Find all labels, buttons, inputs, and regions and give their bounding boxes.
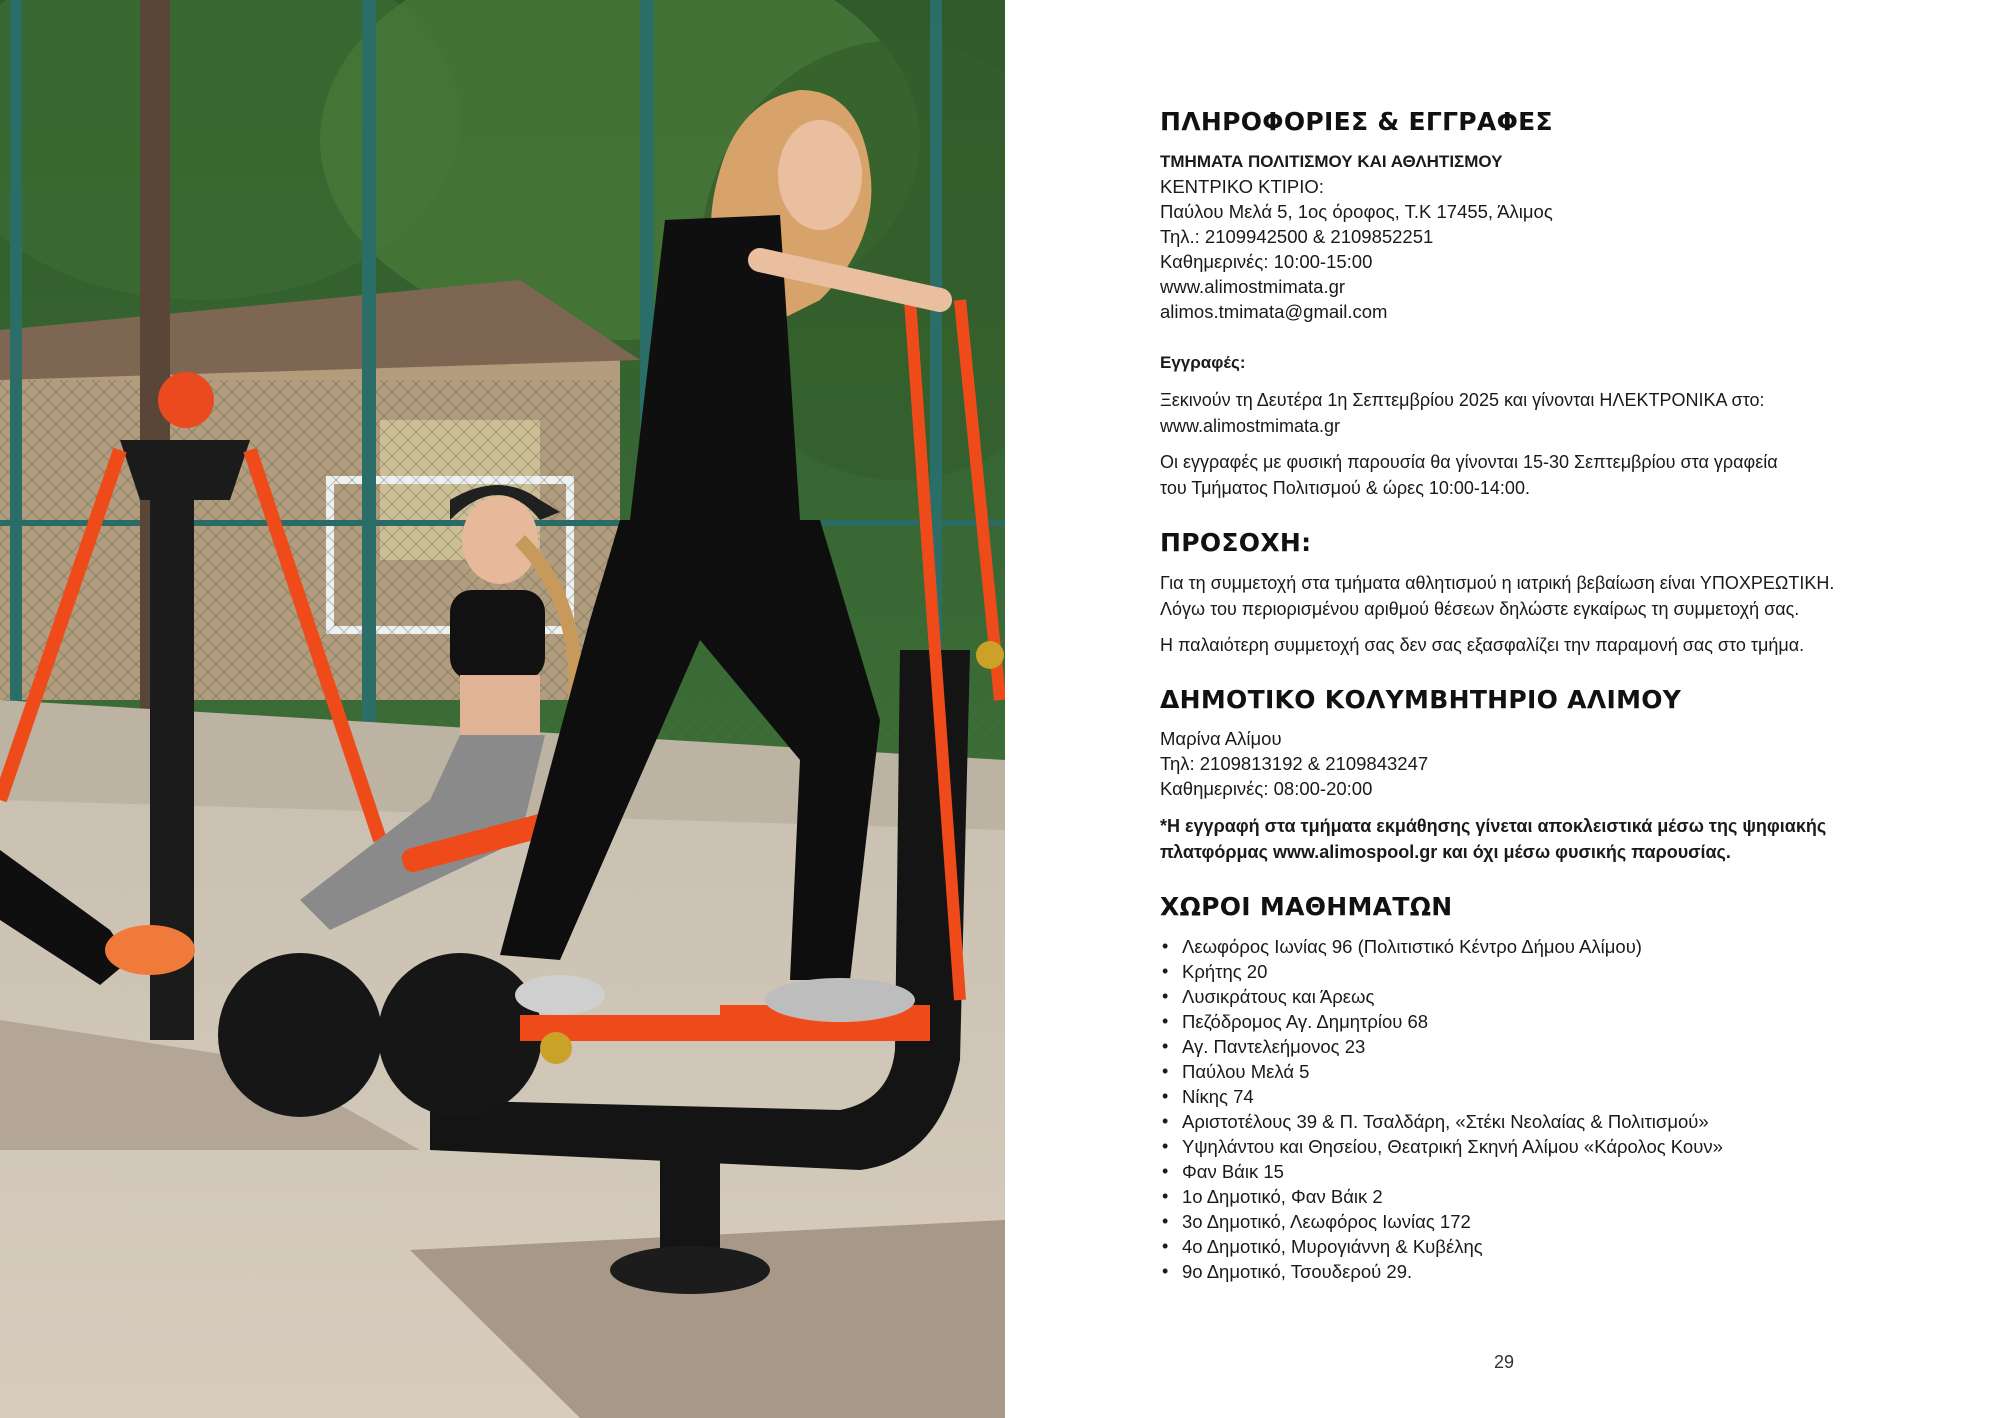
department-name: ΤΜΗΜΑΤΑ ΠΟΛΙΤΙΣΜΟΥ ΚΑΙ ΑΘΛΗΤΙΣΜΟΥ <box>1160 151 1503 171</box>
list-item: • Φαν Βάικ 15 <box>1160 1159 1960 1184</box>
attention-line1: Για τη συμμετοχή στα τμήματα αθλητισμού η ιατρική βεβαίωση είναι ΥΠΟΧΡΕΩΤΙΚΗ. <box>1160 572 1835 593</box>
page-number: 29 <box>1494 1352 1515 1372</box>
list-item: • 1ο Δημοτικό, Φαν Βάικ 2 <box>1160 1184 1960 1209</box>
pool-hours: Καθημερινές: 08:00-20:00 <box>1160 778 1373 800</box>
info-page <box>1160 108 1960 1284</box>
registrations-online-line1: Ξεκινούν τη Δευτέρα 1η Σεπτεμβρίου 2025 και γίνονται ΗΛΕΚΤΡΟΝΙΚΑ στο: <box>1160 389 1765 410</box>
registrations-online-link[interactable]: www.alimostmimata.gr <box>1160 415 1341 436</box>
venues-list <box>1160 934 1960 1284</box>
pool-phone: Τηλ: 2109813192 & 2109843247 <box>1160 753 1429 775</box>
email-link[interactable]: alimos.tmimata@gmail.com <box>1160 300 1388 322</box>
list-item: • Κρήτης 20 <box>1160 959 1960 984</box>
list-item: • Λεωφόρος Ιωνίας 96 (Πολιτιστικό Κέντρο Δήμου Αλίμου) <box>1160 934 1960 959</box>
pool-note-line1: *Η εγγραφή στα τμήματα εκμάθησης γίνεται αποκλειστικά μέσω της ψηφιακής <box>1160 816 1827 837</box>
venues-section <box>1160 893 1960 1284</box>
building-label: ΚΕΝΤΡΙΚΟ ΚΤΙΡΙΟ: <box>1160 175 1324 197</box>
website-link[interactable]: www.alimostmimata.gr <box>1160 275 1346 297</box>
registrations-heading: Εγγραφές: <box>1160 352 1246 372</box>
pool-note-line2: πλατφόρμας www.alimospool.gr και όχι μέσω φυσικής παρουσίας. <box>1160 842 1731 863</box>
registrations-inperson-line2: του Τμήματος Πολιτισμού & ώρες 10:00-14:00. <box>1160 477 1530 498</box>
pool-note <box>1160 813 1960 865</box>
registrations-online <box>1160 387 1960 439</box>
info-section <box>1160 108 1960 324</box>
pool-section <box>1160 686 1960 866</box>
list-item: • Υψηλάντου και Θησείου, Θεατρική Σκηνή Αλίμου «Κάρολος Κουν» <box>1160 1134 1960 1159</box>
list-item: • Νίκης 74 <box>1160 1084 1960 1109</box>
venues-title: ΧΩΡΟΙ ΜΑΘΗΜΑΤΩΝ <box>1160 892 1453 922</box>
attention-line3: Η παλαιότερη συμμετοχή σας δεν σας εξασφαλίζει την παραμονή σας στο τμήμα. <box>1160 634 1805 655</box>
attention-line2: Λόγω του περιορισμένου αριθμού θέσεων δηλώστε εγκαίρως τη συμμετοχή σας. <box>1160 598 1800 619</box>
list-item: • 3ο Δημοτικό, Λεωφόρος Ιωνίας 172 <box>1160 1209 1960 1234</box>
attention-section <box>1160 529 1960 658</box>
info-title: ΠΛΗΡΟΦΟΡΙΕΣ & ΕΓΓΡΑΦΕΣ <box>1160 107 1553 136</box>
registrations-inperson-line1: Οι εγγραφές με φυσική παρουσία θα γίνονται 15-30 Σεπτεμβρίου στα γραφεία <box>1160 451 1778 472</box>
pool-location: Μαρίνα Αλίμου <box>1160 728 1282 750</box>
list-item: • Πεζόδρομος Αγ. Δημητρίου 68 <box>1160 1009 1960 1034</box>
attention-title: ΠΡΟΣΟΧΗ: <box>1160 527 1312 557</box>
building-phone: Τηλ.: 2109942500 & 2109852251 <box>1160 225 1434 247</box>
list-item: • Αριστοτέλους 39 & Π. Τσαλδάρη, «Στέκι Νεολαίας & Πολιτισμού» <box>1160 1109 1960 1134</box>
attention-text <box>1160 570 1960 622</box>
building-hours: Καθημερινές: 10:00-15:00 <box>1160 250 1373 272</box>
list-item: • Αγ. Παντελεήμονος 23 <box>1160 1034 1960 1059</box>
pool-title: ΔΗΜΟΤΙΚΟ ΚΟΛΥΜΒΗΤΗΡΙΟ ΑΛΙΜΟΥ <box>1160 684 1682 714</box>
registrations-inperson <box>1160 449 1960 501</box>
list-item: • 9ο Δημοτικό, Τσουδερού 29. <box>1160 1259 1960 1284</box>
registrations-section <box>1160 350 1960 501</box>
building-address: Παύλου Μελά 5, 1ος όροφος, Τ.Κ 17455, Άλιμος <box>1160 200 1553 222</box>
list-item: • 4ο Δημοτικό, Μυρογιάννη & Κυβέλης <box>1160 1234 1960 1259</box>
list-item: • Λυσικράτους και Άρεως <box>1160 984 1960 1009</box>
list-item: • Παύλου Μελά 5 <box>1160 1059 1960 1084</box>
